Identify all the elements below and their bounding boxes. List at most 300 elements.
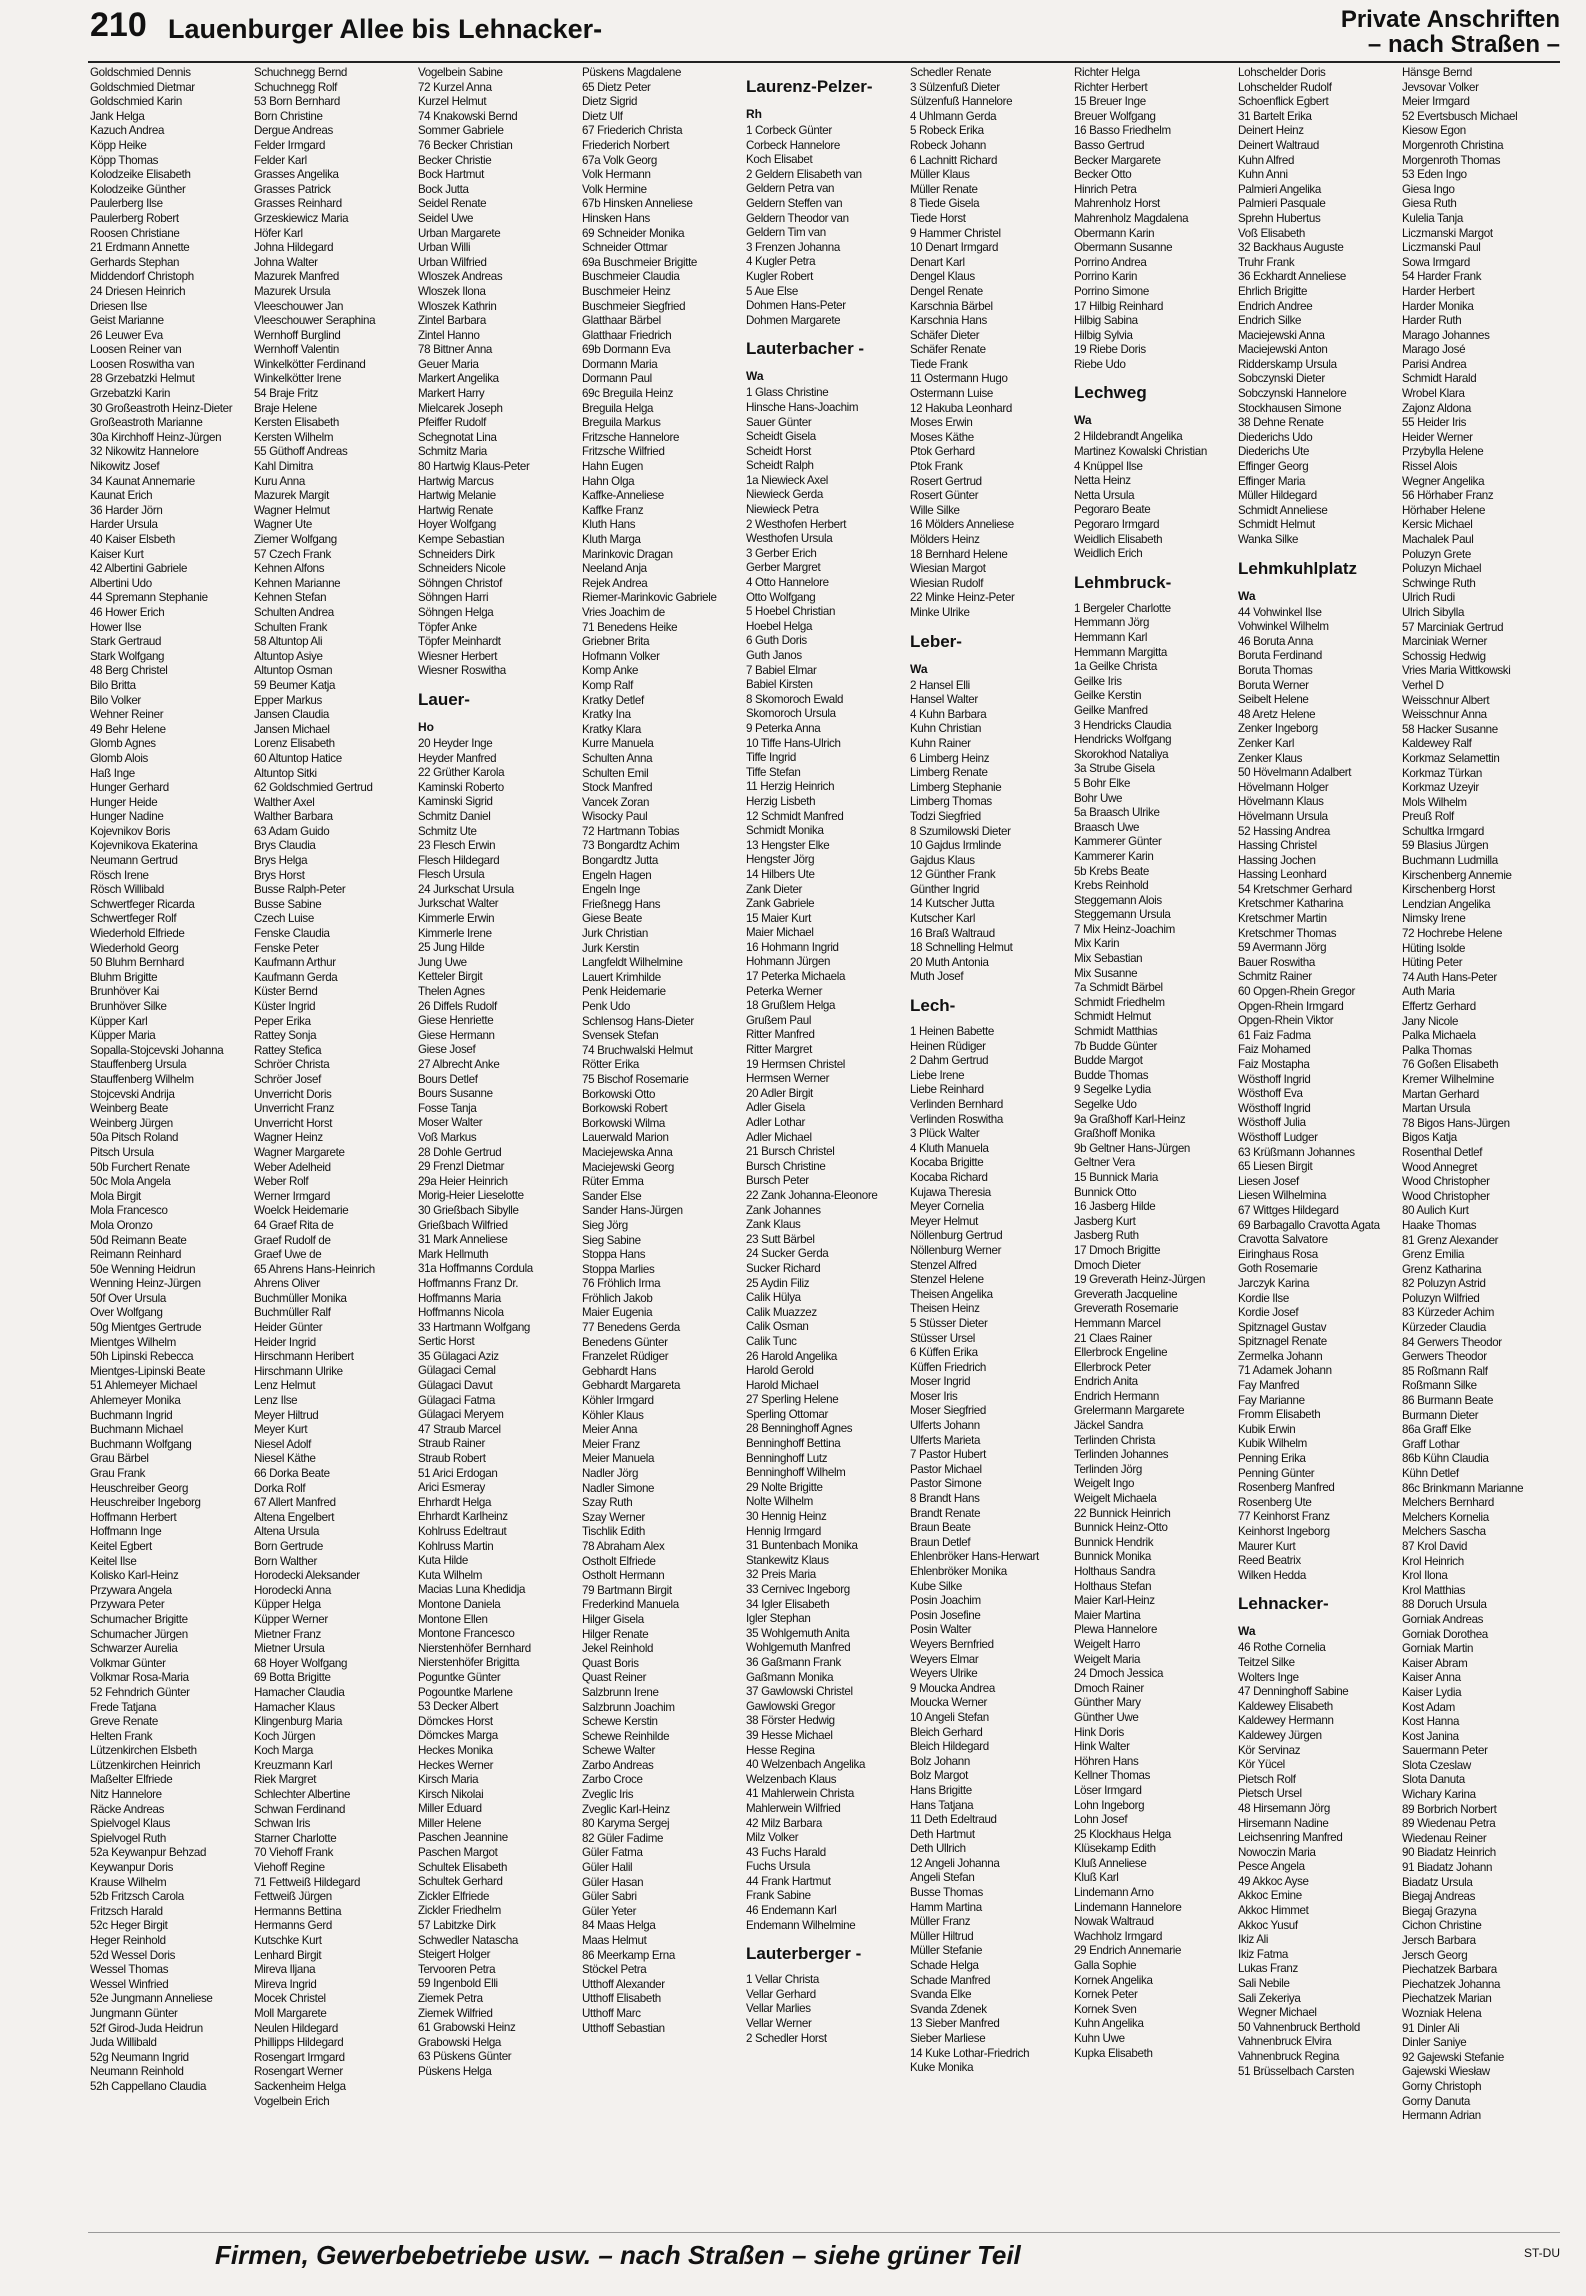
resident-entry: 18 Bernhard Helene	[910, 547, 1008, 561]
resident-entry: 40 Kaiser Elsbeth	[90, 533, 175, 546]
resident-entry: Budde Margot	[1074, 1054, 1143, 1068]
resident-entry: Skorokhod Nataliya	[1074, 747, 1169, 761]
resident-entry: 52 Hassing Andrea	[1238, 824, 1331, 838]
resident-entry: Jäckel Sandra	[1074, 1419, 1143, 1433]
resident-entry: 26 Harold Angelika	[746, 1349, 838, 1363]
resident-entry: Mols Wilhelm	[1402, 795, 1467, 809]
resident-entry: Nowak Waltraud	[1074, 1915, 1154, 1929]
resident-entry: Lohschelder Doris	[1238, 66, 1326, 79]
resident-entry: Kurre Manuela	[582, 737, 654, 751]
resident-entry: Jurkschat Walter	[418, 897, 499, 911]
resident-entry: Flesch Hildegard	[418, 853, 500, 867]
resident-entry: 4 Kluth Manuela	[910, 1141, 989, 1155]
resident-entry: 14 Kuke Lothar-Friedrich	[910, 2046, 1030, 2060]
resident-entry: 72 Kurzel Anna	[418, 80, 492, 94]
resident-entry: Breuer Wolfgang	[1074, 109, 1156, 123]
resident-entry: Hüting Peter	[1402, 956, 1463, 970]
resident-entry: Utthoff Elisabeth	[582, 1992, 661, 2006]
resident-entry: Wanka Silke	[1238, 533, 1299, 546]
resident-entry: Hoffmanns Maria	[418, 1291, 501, 1305]
resident-entry: 50 Hövelmann Adalbert	[1238, 766, 1352, 780]
resident-entry: 61 Grabowski Heinz	[418, 2021, 516, 2035]
resident-entry: 16 Mölders Anneliese	[910, 518, 1014, 532]
resident-entry: Boruta Thomas	[1238, 663, 1313, 677]
resident-entry: Schmidt Matthias	[1074, 1025, 1158, 1039]
resident-entry: Wisocky Paul	[582, 810, 648, 824]
resident-entry: Kordie Ilse	[1238, 1291, 1289, 1305]
resident-entry: 10 Gajdus Irmlinde	[910, 839, 1002, 853]
resident-entry: Graef Uwe de	[254, 1248, 322, 1262]
resident-entry: Schlechter Albertine	[254, 1788, 351, 1802]
resident-entry: Kuhn Alfred	[1238, 153, 1295, 167]
street-heading: Laurenz-Pelzer-	[746, 77, 873, 96]
resident-entry: 1 Corbeck Günter	[746, 124, 832, 137]
resident-entry: 10 Denart Irmgard	[910, 241, 999, 255]
resident-entry: Cravotta Salvatore	[1238, 1233, 1328, 1247]
resident-entry: Volkmar Rosa-Maria	[90, 1671, 189, 1685]
resident-entry: 86b Kühn Claudia	[1402, 1452, 1489, 1466]
directory-column	[418, 66, 582, 2196]
resident-entry: 81 Grenz Alexander	[1402, 1233, 1499, 1247]
resident-entry: Poluzyn Grete	[1402, 547, 1471, 561]
resident-entry: Gerhards Stephan	[90, 255, 180, 269]
resident-entry: Maier Karl-Heinz	[1074, 1594, 1155, 1608]
resident-entry: Hilbig Sabina	[1074, 314, 1138, 328]
resident-entry: Höfer Karl	[254, 226, 303, 240]
resident-entry: Palmieri Angelika	[1238, 182, 1321, 196]
resident-entry: Güler Yeter	[582, 1904, 637, 1918]
resident-entry: Lohn Josef	[1074, 1813, 1128, 1827]
resident-entry: Buschmeier Siegfried	[582, 299, 686, 313]
resident-entry: Sobczynski Hannelore	[1238, 387, 1347, 401]
resident-entry: Becker Margarete	[1074, 153, 1161, 167]
resident-entry: 65 Dietz Peter	[582, 80, 651, 94]
resident-entry: Pfeiffer Rudolf	[418, 416, 487, 430]
resident-entry: Urban Willi	[418, 241, 471, 255]
resident-entry: 74 Auth Hans-Peter	[1402, 970, 1497, 984]
resident-entry: Kost Adam	[1402, 1700, 1455, 1714]
resident-entry: 48 Berg Christel	[90, 664, 168, 678]
resident-entry: Hassing Christel	[1238, 839, 1317, 853]
resident-entry: Bursch Christine	[746, 1159, 826, 1173]
resident-entry: Brunhöver Silke	[90, 1000, 167, 1013]
resident-entry: Rissel Alois	[1402, 460, 1458, 474]
resident-entry: Komp Ralf	[582, 678, 633, 692]
resident-entry: Herzig Lisbeth	[746, 794, 816, 808]
resident-entry: Buchmann Michael	[90, 1423, 183, 1437]
resident-entry: Karschnia Bärbel	[910, 299, 993, 313]
resident-entry: 48 Aretz Helene	[1238, 707, 1316, 721]
resident-entry: Skomoroch Ursula	[746, 707, 836, 721]
resident-entry: Schultka Irmgard	[1402, 824, 1485, 838]
resident-entry: Ehrlich Brigitte	[1238, 284, 1308, 298]
resident-entry: Kratky Klara	[582, 722, 641, 736]
resident-entry: Friederich Norbert	[582, 138, 670, 152]
resident-entry: Jansen Michael	[254, 722, 330, 736]
resident-entry: Verlinden Bernhard	[910, 1098, 1003, 1111]
resident-entry: Effinger Maria	[1238, 474, 1306, 488]
resident-entry: Giese Beate	[582, 912, 642, 926]
resident-entry: Fritzsche Wilfried	[582, 445, 665, 459]
resident-entry: Kirschenberg Annemie	[1402, 868, 1512, 882]
resident-entry: Hövelmann Klaus	[1238, 795, 1324, 809]
resident-entry: Sertic Horst	[418, 1335, 475, 1349]
resident-entry: Kaldewey Jürgen	[1238, 1728, 1322, 1742]
resident-entry: Kolodzeike Günther	[90, 182, 186, 196]
resident-entry: Maier Eugenia	[582, 1306, 653, 1320]
resident-entry: Brandt Renate	[910, 1506, 981, 1520]
resident-entry: 67 Wittges Hildegard	[1238, 1203, 1339, 1217]
resident-entry: Sucker Richard	[746, 1261, 821, 1275]
resident-entry: 69b Dormann Eva	[582, 343, 671, 357]
resident-entry: Martan Gerhard	[1402, 1087, 1479, 1101]
resident-entry: Hengster Jörg	[746, 853, 815, 867]
resident-entry: 5 Stüsser Dieter	[910, 1316, 988, 1330]
resident-entry: Poluzyn Wilfried	[1402, 1291, 1480, 1305]
resident-entry: Schoenflick Egbert	[1238, 95, 1329, 109]
resident-entry: 23 Sutt Bärbel	[746, 1232, 815, 1246]
resident-entry: Unverricht Horst	[254, 1116, 333, 1130]
resident-entry: 5 Robeck Erika	[910, 124, 984, 138]
resident-entry: Bolz Johann	[910, 1754, 970, 1768]
resident-entry: 2 Westhofen Herbert	[746, 517, 847, 531]
resident-entry: Endrich Hermann	[1074, 1389, 1159, 1403]
resident-entry: Hennig Irmgard	[746, 1524, 822, 1538]
resident-entry: Küpper Helga	[254, 1598, 321, 1612]
resident-entry: Kaminski Roberto	[418, 780, 504, 794]
resident-entry: 12 Günther Frank	[910, 868, 996, 882]
resident-entry: Ulferts Johann	[910, 1419, 980, 1433]
resident-entry: 23 Flesch Erwin	[418, 839, 496, 853]
resident-entry: Mix Karin	[1074, 937, 1120, 951]
resident-entry: Paschen Jeannine	[418, 1831, 508, 1845]
resident-entry: Hunger Gerhard	[90, 781, 169, 795]
resident-entry: Bunnick Otto	[1074, 1185, 1137, 1199]
resident-entry: Sauermann Peter	[1402, 1744, 1488, 1758]
resident-entry: Giese Josef	[418, 1043, 476, 1057]
resident-entry: 46 Rothe Cornelia	[1238, 1641, 1326, 1655]
resident-entry: Kammerer Karin	[1074, 849, 1154, 863]
resident-entry: Markert Angelika	[418, 372, 499, 386]
resident-entry: 5a Braasch Ulrike	[1074, 806, 1160, 820]
resident-entry: 3 Sülzenfuß Dieter	[910, 80, 1000, 94]
resident-entry: Nadler Simone	[582, 1481, 655, 1495]
resident-entry: Terlinden Johannes	[1074, 1448, 1169, 1462]
resident-entry: Giesa Ingo	[1402, 182, 1455, 196]
resident-entry: Bock Jutta	[418, 182, 469, 196]
resident-entry: Giesa Ruth	[1402, 197, 1457, 211]
resident-entry: Schulten Anna	[582, 751, 653, 765]
resident-entry: Faiz Mostapha	[1238, 1058, 1310, 1071]
resident-entry: 84 Gerwers Theodor	[1402, 1335, 1502, 1349]
resident-entry: Meier Manuela	[582, 1452, 655, 1466]
resident-entry: 19 Greverath Heinz-Jürgen	[1074, 1273, 1206, 1287]
resident-entry: Töpfer Meinhardt	[418, 635, 501, 649]
resident-entry: Piechatzek Johanna	[1402, 1977, 1501, 1991]
resident-entry: Slota Danuta	[1402, 1773, 1465, 1787]
resident-entry: 63 Adam Guido	[254, 824, 330, 838]
resident-entry: Sali Nebile	[1238, 1977, 1290, 1991]
resident-entry: Schumacher Jürgen	[90, 1627, 188, 1641]
resident-entry: 50c Mola Angela	[90, 1175, 171, 1189]
resident-entry: Nimsky Irene	[1402, 912, 1466, 926]
resident-entry: 52 Evertsbusch Michael	[1402, 109, 1518, 123]
resident-entry: 52e Jungmann Anneliese	[90, 1992, 213, 2006]
resident-entry: Kugler Robert	[746, 269, 813, 283]
resident-entry: Schedler Renate	[910, 66, 992, 79]
resident-entry: Heider Günter	[254, 1321, 323, 1335]
resident-entry: Krol Matthias	[1402, 1583, 1466, 1597]
resident-entry: Mazurek Margit	[254, 489, 329, 503]
resident-entry: 56 Hörhaber Franz	[1402, 489, 1494, 503]
resident-entry: 53 Born Bernhard	[254, 95, 340, 109]
resident-entry: 57 Marciniak Gertrud	[1402, 620, 1504, 634]
resident-entry: 89 Borbrich Norbert	[1402, 1802, 1497, 1816]
resident-entry: Ostholt Elfriede	[582, 1554, 656, 1568]
resident-entry: Müller Renate	[910, 182, 978, 196]
resident-entry: Przywara Peter	[90, 1598, 165, 1612]
district-code: Wa	[1238, 1624, 1256, 1639]
resident-entry: Effinger Georg	[1238, 460, 1309, 474]
resident-entry: Mientges-Lipinski Beate	[90, 1364, 206, 1378]
resident-entry: Over Wolfgang	[90, 1306, 163, 1320]
resident-entry: Ziemek Wilfried	[418, 2006, 493, 2020]
resident-entry: 47 Denninghoff Sabine	[1238, 1685, 1349, 1699]
resident-entry: Wiederhold Georg	[90, 941, 179, 955]
resident-entry: Marago Johannes	[1402, 328, 1490, 342]
resident-entry: 34 Igler Elisabeth	[746, 1597, 830, 1611]
resident-entry: 91 Dinler Ali	[1402, 2021, 1460, 2035]
resident-entry: 13 Hengster Elke	[746, 838, 830, 852]
resident-entry: Hendricks Wolfgang	[1074, 733, 1172, 747]
resident-entry: Niewieck Petra	[746, 503, 819, 517]
resident-entry: 72 Hartmann Tobias	[582, 824, 680, 838]
resident-entry: 21 Erdmann Annette	[90, 241, 190, 255]
resident-entry: Volk Hermine	[582, 182, 647, 196]
resident-entry: Bilo Britta	[90, 678, 136, 692]
resident-entry: 38 Dehne Renate	[1238, 416, 1324, 430]
resident-entry: Zarbo Andreas	[582, 1758, 654, 1772]
directory-column	[582, 66, 746, 2196]
resident-entry: Vleeschouwer Seraphina	[254, 314, 376, 328]
resident-entry: Boruta Werner	[1238, 678, 1309, 692]
resident-entry: Gorniak Martin	[1402, 1642, 1474, 1656]
resident-entry: Epper Markus	[254, 693, 322, 707]
resident-entry: 49 Akkoc Ayse	[1238, 1874, 1309, 1888]
resident-entry: Porrino Simone	[1074, 284, 1150, 298]
resident-entry: Sieg Jörg	[582, 1218, 628, 1232]
resident-entry: Ellerbrock Engeline	[1074, 1346, 1168, 1360]
resident-entry: 59 Avermann Jörg	[1238, 941, 1327, 955]
resident-entry: 25 Aydin Filiz	[746, 1276, 810, 1290]
resident-entry: Winkelkötter Ferdinand	[254, 357, 366, 371]
resident-entry: 30 Großeastroth Heinz-Dieter	[90, 401, 233, 415]
resident-entry: Kaufmann Gerda	[254, 970, 338, 984]
resident-entry: 21 Claes Rainer	[1074, 1331, 1152, 1345]
resident-entry: 22 Grüther Karola	[418, 766, 505, 780]
resident-entry: Szay Ruth	[582, 1496, 633, 1510]
resident-entry: Helten Frank	[90, 1729, 153, 1743]
resident-entry: Kujawa Theresia	[910, 1185, 991, 1199]
street-range-title: Lauenburger Allee bis Lehnacker-	[168, 14, 603, 44]
resident-entry: Segelke Udo	[1074, 1098, 1137, 1111]
resident-entry: 28 Grzebatzki Helmut	[90, 372, 195, 386]
resident-entry: Zickler Elfriede	[418, 1889, 490, 1903]
resident-entry: Gülagaci Davut	[418, 1379, 493, 1393]
resident-entry: Deinert Heinz	[1238, 124, 1304, 138]
resident-entry: 22 Zank Johanna-Eleonore	[746, 1188, 878, 1202]
resident-entry: 42 Albertini Gabriele	[90, 562, 188, 576]
resident-entry: Geldern Steffen van	[746, 196, 843, 210]
resident-entry: Minke Ulrike	[910, 605, 970, 619]
resident-entry: Fosse Tanja	[418, 1101, 477, 1115]
resident-entry: Vogelbein Sabine	[418, 66, 503, 79]
resident-entry: Hans Brigitte	[910, 1783, 972, 1797]
resident-entry: Fröhlich Jakob	[582, 1291, 653, 1305]
resident-entry: 29 Nolte Brigitte	[746, 1480, 823, 1494]
resident-entry: Güler Fatma	[582, 1846, 643, 1860]
resident-entry: 7 Pastor Hubert	[910, 1448, 986, 1462]
resident-entry: Köpp Heike	[90, 138, 147, 152]
resident-entry: Gajewski Wiesław	[1402, 2065, 1490, 2079]
resident-entry: Keinhorst Ingeborg	[1238, 1525, 1330, 1538]
resident-entry: Rosenberg Manfred	[1238, 1481, 1335, 1495]
resident-entry: Hans Tatjana	[910, 1798, 974, 1812]
resident-entry: Maier Michael	[746, 926, 814, 940]
resident-entry: Korkmaz Türkan	[1402, 766, 1482, 780]
resident-entry: Zintel Hanno	[418, 328, 480, 342]
resident-entry: Zermelka Johann	[1238, 1349, 1323, 1363]
resident-entry: 9a Graßhoff Karl-Heinz	[1074, 1112, 1186, 1126]
resident-entry: 28 Benninghoff Agnes	[746, 1422, 853, 1436]
resident-entry: Netta Ursula	[1074, 488, 1135, 502]
resident-entry: Spitznagel Renate	[1238, 1335, 1327, 1349]
resident-entry: Galla Sophie	[1074, 1959, 1137, 1973]
resident-entry: Bock Hartmut	[418, 168, 485, 182]
resident-entry: Keywanpur Doris	[90, 1861, 174, 1875]
resident-entry: Klüsekamp Edith	[1074, 1842, 1156, 1856]
resident-entry: Montone Daniela	[418, 1597, 501, 1611]
resident-entry: Wood Christopher	[1402, 1189, 1490, 1203]
resident-entry: Meier Franz	[582, 1437, 640, 1451]
resident-entry: Altena Engelbert	[254, 1510, 335, 1524]
resident-entry: Boruta Ferdinand	[1238, 649, 1322, 663]
resident-entry: Schewe Walter	[582, 1744, 655, 1758]
resident-entry: Schmidt Helmut	[1074, 1010, 1151, 1024]
resident-entry: Kazuch Andrea	[90, 124, 165, 138]
resident-entry: Grießbach Wilfried	[418, 1218, 508, 1232]
resident-entry: 50a Pitsch Roland	[90, 1131, 179, 1145]
resident-entry: 34 Kaunat Annemarie	[90, 474, 195, 488]
resident-entry: Hermann Adrian	[1402, 2109, 1481, 2123]
resident-entry: Kersten Elisabeth	[254, 416, 339, 430]
resident-entry: Neulen Hildegard	[254, 2021, 338, 2035]
resident-entry: Grasses Patrick	[254, 182, 331, 196]
resident-entry: 62 Goldschmied Gertrud	[254, 781, 373, 795]
resident-entry: Gaßmann Monika	[746, 1670, 834, 1684]
resident-entry: Thelen Agnes	[418, 985, 485, 999]
resident-entry: Weyers Ulrike	[910, 1667, 978, 1681]
resident-entry: 17 Dmoch Brigitte	[1074, 1243, 1161, 1257]
resident-entry: 86c Brinkmann Marianne	[1402, 1481, 1524, 1495]
resident-entry: Scheidt Ralph	[746, 459, 814, 473]
resident-entry: Pastor Simone	[910, 1477, 982, 1491]
resident-entry: 19 Hermsen Christel	[746, 1057, 846, 1071]
resident-entry: Vellar Gerhard	[746, 1987, 816, 2001]
resident-entry: Werner Irmgard	[254, 1189, 331, 1203]
resident-entry: Müller Hiltrud	[910, 1929, 974, 1943]
resident-entry: Dietz Sigrid	[582, 95, 638, 109]
resident-entry: Wille Silke	[910, 503, 960, 517]
resident-entry: Calik Osman	[746, 1320, 809, 1334]
resident-entry: Buchmann Ludmilla	[1402, 854, 1498, 868]
resident-entry: 20 Muth Antonia	[910, 955, 989, 969]
resident-entry: 71 Benedens Heike	[582, 620, 678, 634]
resident-entry: Jekel Reinhold	[582, 1642, 654, 1656]
resident-entry: Kuhn Rainer	[910, 736, 971, 750]
resident-entry: Jasberg Kurt	[1074, 1214, 1136, 1228]
resident-entry: Schade Manfred	[910, 1973, 991, 1987]
resident-entry: Nöllenburg Werner	[910, 1243, 1002, 1257]
resident-entry: Piechatzek Barbara	[1402, 1963, 1497, 1977]
resident-entry: Wernhoff Valentin	[254, 343, 339, 357]
resident-entry: Nöllenburg Gertrud	[910, 1229, 1003, 1243]
resident-entry: Altuntop Sitki	[254, 766, 317, 780]
resident-entry: Hesse Regina	[746, 1743, 815, 1757]
resident-entry: Jasberg Ruth	[1074, 1229, 1139, 1243]
resident-entry: 15 Maier Kurt	[746, 911, 812, 925]
resident-entry: Steigert Holger	[418, 1948, 491, 1962]
resident-entry: Melchers Bernhard	[1402, 1496, 1494, 1510]
resident-entry: Burmann Dieter	[1402, 1408, 1479, 1422]
resident-entry: Kuke Monika	[910, 2061, 974, 2075]
resident-entry: Wiedenau Reiner	[1402, 1831, 1487, 1845]
resident-entry: Akkoc Himmet	[1238, 1904, 1309, 1918]
section-title-line2: – nach Straßen –	[1367, 31, 1560, 58]
resident-entry: Kimmerle Erwin	[418, 912, 495, 926]
resident-entry: Robeck Johann	[910, 138, 987, 152]
resident-entry: Busse Ralph-Peter	[254, 883, 346, 897]
resident-entry: Mahlerwein Wilfried	[746, 1801, 841, 1815]
resident-entry: 67 Allert Manfred	[254, 1496, 336, 1510]
resident-entry: Kersten Wilhelm	[254, 430, 334, 444]
resident-entry: Calik Tunc	[746, 1334, 797, 1348]
resident-entry: Kehnen Stefan	[254, 591, 327, 605]
resident-entry: Hemmann Jörg	[1074, 616, 1150, 630]
resident-entry: 3a Strube Gisela	[1074, 762, 1155, 776]
resident-entry: Stenzel Alfred	[910, 1258, 977, 1272]
resident-entry: Brys Horst	[254, 868, 305, 882]
resident-entry: 59 Beumer Katja	[254, 678, 336, 692]
resident-entry: 17 Peterka Michaela	[746, 970, 846, 984]
resident-entry: Schwertfeger Rolf	[90, 912, 177, 926]
resident-entry: Liesen Josef	[1238, 1174, 1299, 1188]
resident-entry: Liczmanski Margot	[1402, 226, 1493, 240]
resident-entry: Kornek Sven	[1074, 2002, 1137, 2016]
resident-entry: Morig-Heier Lieselotte	[418, 1189, 524, 1203]
resident-entry: Becker Otto	[1074, 168, 1132, 182]
resident-entry: Kolisko Karl-Heinz	[90, 1569, 179, 1583]
resident-entry: Haß Inge	[90, 766, 135, 780]
resident-entry: Posin Walter	[910, 1623, 972, 1637]
resident-entry: 52c Heger Birgit	[90, 1919, 168, 1933]
resident-entry: Opgen-Rhein Viktor	[1238, 1014, 1334, 1028]
resident-entry: Hartwig Melanie	[418, 489, 496, 503]
resident-entry: 80 Aulich Kurt	[1402, 1204, 1469, 1218]
resident-entry: Mix Susanne	[1074, 966, 1138, 980]
resident-entry: Kojevnikov Boris	[90, 824, 171, 838]
resident-entry: Parisi Andrea	[1402, 357, 1467, 371]
